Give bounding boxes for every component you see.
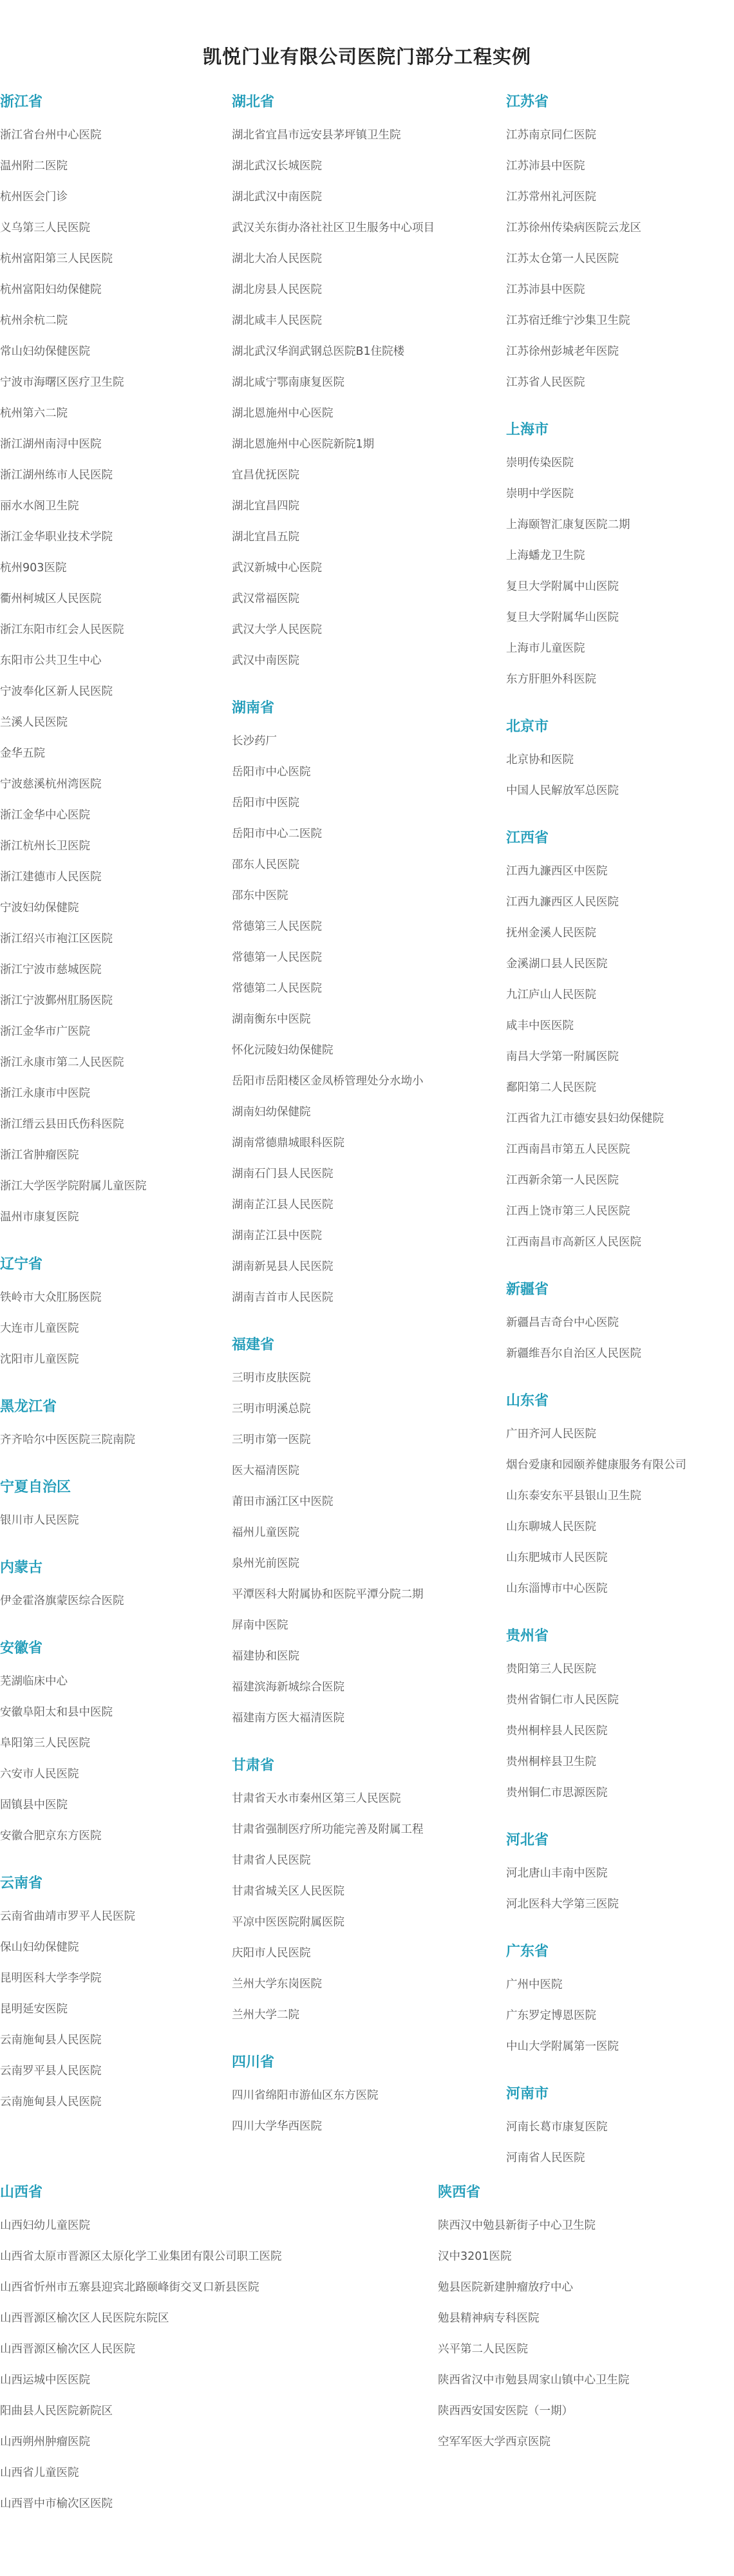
hospital-item: 武汉大学人民医院 bbox=[232, 623, 322, 636]
hospital-item: 山西朔州肿瘤医院 bbox=[0, 2436, 90, 2448]
hospital-item: 浙江省肿瘤医院 bbox=[0, 1149, 79, 1162]
hospital-item: 浙江缙云县田氏伤科医院 bbox=[0, 1118, 124, 1131]
hospital-item: 银川市人民医院 bbox=[0, 1514, 79, 1527]
hospital-item: 湖北省宜昌市远安县茅坪镇卫生院 bbox=[232, 129, 401, 142]
hospital-item: 泉州光前医院 bbox=[232, 1557, 299, 1570]
hospital-item: 浙江杭州长卫医院 bbox=[0, 840, 90, 853]
hospital-item: 湖北恩施州中心医院 bbox=[232, 407, 334, 420]
hospital-item: 勉县精神病专科医院 bbox=[438, 2312, 540, 2325]
region-title: 浙江省 bbox=[0, 94, 43, 110]
hospital-item: 福州儿童医院 bbox=[232, 1526, 299, 1539]
hospital-item: 芜湖临床中心 bbox=[0, 1675, 68, 1688]
page-title: 凯悦门业有限公司医院门部分工程实例 bbox=[202, 46, 531, 68]
hospital-item: 湖南妇幼保健院 bbox=[232, 1106, 311, 1119]
hospital-item: 武汉中南医院 bbox=[232, 654, 299, 667]
hospital-item: 昆明延安医院 bbox=[0, 2003, 68, 2016]
hospital-item: 崇明传染医院 bbox=[506, 457, 574, 469]
region-block bbox=[0, 1254, 238, 1375]
hospital-item: 浙江东阳市红会人民医院 bbox=[0, 623, 124, 636]
hospital-item: 湖北宜昌五院 bbox=[232, 531, 299, 544]
hospital-item: 浙江宁波市慈城医院 bbox=[0, 963, 102, 976]
hospital-item: 岳阳市岳阳楼区金凤桥管理处分水坳小 bbox=[232, 1075, 424, 1088]
hospital-item: 江西南昌市第五人民医院 bbox=[506, 1143, 630, 1156]
hospital-item: 贵州省铜仁市人民医院 bbox=[506, 1694, 619, 1707]
hospital-item: 医大福清医院 bbox=[232, 1464, 299, 1477]
hospital-item: 河南省人民医院 bbox=[506, 2152, 585, 2164]
region-block bbox=[506, 419, 734, 695]
hospital-item: 浙江永康市第二人民医院 bbox=[0, 1056, 124, 1069]
hospital-item: 山西运城中医医院 bbox=[0, 2374, 90, 2387]
hospital-item: 杭州余杭二院 bbox=[0, 314, 68, 327]
region-title: 河北省 bbox=[506, 1832, 549, 1848]
hospital-item: 伊金霍洛旗蒙医综合医院 bbox=[0, 1595, 124, 1607]
hospital-item: 铁岭市大众肛肠医院 bbox=[0, 1291, 102, 1304]
hospital-item: 浙江湖州南浔中医院 bbox=[0, 438, 102, 451]
region-title: 贵州省 bbox=[506, 1628, 549, 1644]
region-block bbox=[0, 1396, 238, 1455]
region-block bbox=[232, 91, 470, 676]
hospital-item: 平凉中医医院附属医院 bbox=[232, 1916, 344, 1929]
column-2 bbox=[232, 91, 470, 2163]
hospital-item: 邵东中医院 bbox=[232, 889, 288, 902]
region-title: 内蒙古 bbox=[0, 1560, 43, 1576]
hospital-item: 山东肥城市人民医院 bbox=[506, 1551, 608, 1564]
hospital-item: 屏南中医院 bbox=[232, 1619, 288, 1632]
hospital-item: 湖南芷江县人民医院 bbox=[232, 1198, 334, 1211]
hospital-item: 上海颐智汇康复医院二期 bbox=[506, 518, 630, 531]
region-title: 广东省 bbox=[506, 1944, 549, 1960]
hospital-item: 固镇县中医院 bbox=[0, 1799, 68, 1812]
region-title: 云南省 bbox=[0, 1875, 43, 1891]
hospital-item: 江西九濂西区人民医院 bbox=[506, 896, 619, 909]
hospital-item: 浙江宁波鄞州肛肠医院 bbox=[0, 994, 113, 1007]
hospital-item: 贵州铜仁市思源医院 bbox=[506, 1786, 608, 1799]
region-title: 四川省 bbox=[232, 2054, 275, 2070]
hospital-item: 山西省儿童医院 bbox=[0, 2467, 79, 2479]
region-title: 江西省 bbox=[506, 830, 549, 846]
region-block bbox=[506, 91, 734, 398]
hospital-item: 江西上饶市第三人民医院 bbox=[506, 1205, 630, 1218]
hospital-item: 复旦大学附属中山医院 bbox=[506, 580, 619, 593]
hospital-item: 湖北恩施州中心医院新院1期 bbox=[232, 438, 375, 451]
region-title: 山东省 bbox=[506, 1393, 549, 1409]
region-block bbox=[0, 1477, 238, 1536]
hospital-item: 宁波奉化区新人民医院 bbox=[0, 685, 113, 698]
hospital-item: 上海蟠龙卫生院 bbox=[506, 549, 585, 562]
hospital-item: 四川省绵阳市游仙区东方医院 bbox=[232, 2089, 379, 2102]
hospital-item: 怀化沅陵妇幼保健院 bbox=[232, 1044, 334, 1057]
hospital-item: 新疆昌吉奇台中心医院 bbox=[506, 1316, 619, 1329]
hospital-item: 江西新余第一人民医院 bbox=[506, 1174, 619, 1187]
hospital-item: 河北医科大学第三医院 bbox=[506, 1898, 619, 1911]
hospital-item: 兰溪人民医院 bbox=[0, 716, 68, 729]
region-block bbox=[0, 2182, 412, 2519]
region-block bbox=[506, 2083, 734, 2174]
region-title: 辽宁省 bbox=[0, 1256, 43, 1273]
hospital-item: 杭州第六二院 bbox=[0, 407, 68, 420]
hospital-item: 浙江省台州中心医院 bbox=[0, 129, 102, 142]
hospital-item: 空军军医大学西京医院 bbox=[438, 2436, 550, 2448]
region-title: 山西省 bbox=[0, 2184, 43, 2201]
region-title: 安徽省 bbox=[0, 1640, 43, 1656]
region-title: 上海市 bbox=[506, 422, 549, 438]
hospital-item: 杭州医会门诊 bbox=[0, 191, 68, 204]
hospital-item: 汉中3201医院 bbox=[438, 2250, 512, 2263]
region-block bbox=[506, 1390, 734, 1604]
hospital-item: 山西妇幼儿童医院 bbox=[0, 2219, 90, 2232]
region-block bbox=[0, 1557, 238, 1616]
hospital-item: 宁波慈溪杭州湾医院 bbox=[0, 778, 102, 791]
hospital-item: 湖南吉首市人民医院 bbox=[232, 1291, 334, 1304]
hospital-item: 岳阳市中心二医院 bbox=[232, 828, 322, 840]
hospital-item: 衢州柯城区人民医院 bbox=[0, 592, 102, 605]
hospital-item: 湖北大冶人民医院 bbox=[232, 252, 322, 265]
hospital-item: 岳阳市中心医院 bbox=[232, 766, 311, 779]
hospital-item: 宜昌优抚医院 bbox=[232, 469, 299, 482]
hospital-item: 山西晋中市榆次区医院 bbox=[0, 2497, 113, 2510]
hospital-item: 沈阳市儿童医院 bbox=[0, 1353, 79, 1366]
hospital-item: 三明市明溪总院 bbox=[232, 1403, 311, 1416]
hospital-item: 湖北武汉华润武钢总医院B1住院楼 bbox=[232, 345, 405, 358]
hospital-item: 浙江大学医学院附属儿童医院 bbox=[0, 1180, 147, 1193]
hospital-item: 宁波妇幼保健院 bbox=[0, 902, 79, 914]
region-title: 甘肃省 bbox=[232, 1757, 275, 1774]
hospital-item: 庆阳市人民医院 bbox=[232, 1947, 311, 1960]
hospital-item: 云南施甸县人民医院 bbox=[0, 2096, 102, 2108]
region-title: 宁夏自治区 bbox=[0, 1479, 71, 1495]
hospital-item: 齐齐哈尔中医医院三院南院 bbox=[0, 1434, 135, 1446]
hospital-item: 山东淄博市中心医院 bbox=[506, 1582, 608, 1595]
hospital-item: 湖北武汉中南医院 bbox=[232, 191, 322, 204]
hospital-item: 甘肃省人民医院 bbox=[232, 1854, 311, 1867]
hospital-item: 四川大学华西医院 bbox=[232, 2120, 322, 2133]
region-title: 河南市 bbox=[506, 2086, 549, 2102]
hospital-item: 大连市儿童医院 bbox=[0, 1322, 79, 1335]
hospital-item: 抚州金溪人民医院 bbox=[506, 927, 596, 940]
hospital-item: 贵州桐梓县卫生院 bbox=[506, 1756, 596, 1768]
hospital-item: 江苏省人民医院 bbox=[506, 376, 585, 389]
hospital-item: 复旦大学附属华山医院 bbox=[506, 611, 619, 624]
hospital-item: 金溪湖口县人民医院 bbox=[506, 958, 608, 971]
hospital-item: 湖南衡东中医院 bbox=[232, 1013, 311, 1026]
hospital-item: 宁波市海曙区医疗卫生院 bbox=[0, 376, 124, 389]
hospital-item: 山东泰安东平县银山卫生院 bbox=[506, 1490, 641, 1502]
hospital-item: 江西南昌市高新区人民医院 bbox=[506, 1236, 641, 1249]
hospital-item: 浙江金华职业技术学院 bbox=[0, 531, 113, 544]
hospital-item: 江苏太仓第一人民医院 bbox=[506, 252, 619, 265]
hospital-item: 浙江金华中心医院 bbox=[0, 809, 90, 822]
hospital-item: 烟台爱康和园颐养健康服务有限公司 bbox=[506, 1459, 686, 1472]
hospital-item: 湖南芷江县中医院 bbox=[232, 1229, 322, 1242]
region-block bbox=[506, 828, 734, 1258]
hospital-item: 浙江永康市中医院 bbox=[0, 1087, 90, 1100]
hospital-item: 云南罗平县人民医院 bbox=[0, 2065, 102, 2078]
region-block bbox=[506, 1941, 734, 2062]
region-block bbox=[438, 2182, 734, 2458]
hospital-item: 江苏徐州传染病医院云龙区 bbox=[506, 222, 641, 234]
hospital-item: 岳阳市中医院 bbox=[232, 797, 299, 810]
hospital-item: 浙江湖州练市人民医院 bbox=[0, 469, 113, 482]
column-5 bbox=[438, 2182, 734, 2479]
region-block bbox=[0, 1638, 238, 1852]
hospital-item: 昆明医科大学李学院 bbox=[0, 1972, 102, 1985]
hospital-item: 中山大学附属第一医院 bbox=[506, 2040, 619, 2053]
region-title: 湖南省 bbox=[232, 700, 275, 716]
region-block bbox=[506, 1830, 734, 1920]
hospital-item: 山西晋源区榆次区人民医院 bbox=[0, 2343, 135, 2356]
hospital-item: 长沙药厂 bbox=[232, 735, 277, 748]
hospital-item: 浙江建德市人民医院 bbox=[0, 871, 102, 884]
hospital-item: 湖北咸宁鄂南康复医院 bbox=[232, 376, 344, 389]
hospital-item: 常德第二人民医院 bbox=[232, 982, 322, 995]
hospital-item: 三明市第一医院 bbox=[232, 1434, 311, 1446]
hospital-item: 福建滨海新城综合医院 bbox=[232, 1681, 344, 1694]
hospital-item: 安徽合肥京东方医院 bbox=[0, 1830, 102, 1842]
hospital-item: 金华五院 bbox=[0, 747, 45, 760]
hospital-item: 三明市皮肤医院 bbox=[232, 1372, 311, 1385]
hospital-item: 南昌大学第一附属医院 bbox=[506, 1050, 619, 1063]
hospital-item: 甘肃省城关区人民医院 bbox=[232, 1885, 344, 1898]
hospital-item: 浙江金华市广医院 bbox=[0, 1025, 90, 1038]
hospital-item: 福建南方医大福清医院 bbox=[232, 1712, 344, 1725]
hospital-item: 江西省九江市德安县妇幼保健院 bbox=[506, 1112, 664, 1125]
region-block bbox=[506, 1279, 734, 1369]
region-block bbox=[506, 1625, 734, 1808]
region-title: 江苏省 bbox=[506, 94, 549, 110]
hospital-item: 东方肝胆外科医院 bbox=[506, 673, 596, 686]
hospital-item: 咸丰中医医院 bbox=[506, 1019, 574, 1032]
hospital-item: 云南施甸县人民医院 bbox=[0, 2034, 102, 2047]
hospital-item: 湖南常德鼎城眼科医院 bbox=[232, 1137, 344, 1150]
hospital-item: 广州中医院 bbox=[506, 1978, 563, 1991]
column-4 bbox=[0, 2182, 412, 2541]
hospital-item: 河北唐山丰南中医院 bbox=[506, 1867, 608, 1880]
region-block bbox=[0, 91, 238, 1233]
hospital-item: 杭州903医院 bbox=[0, 562, 67, 574]
region-block bbox=[232, 697, 470, 1313]
hospital-item: 北京协和医院 bbox=[506, 753, 574, 766]
hospital-item: 江苏沛县中医院 bbox=[506, 283, 585, 296]
region-title: 陕西省 bbox=[438, 2184, 481, 2201]
hospital-item: 常山妇幼保健医院 bbox=[0, 345, 90, 358]
region-block bbox=[0, 1873, 238, 2117]
hospital-item: 广东罗定博恩医院 bbox=[506, 2009, 596, 2022]
hospital-item: 温州附二医院 bbox=[0, 160, 68, 173]
hospital-item: 常德第一人民医院 bbox=[232, 951, 322, 964]
hospital-item: 陕西汉中勉县新街子中心卫生院 bbox=[438, 2219, 596, 2232]
hospital-item: 山东聊城人民医院 bbox=[506, 1520, 596, 1533]
hospital-item: 阳曲县人民医院新院区 bbox=[0, 2405, 113, 2418]
hospital-item: 东阳市公共卫生中心 bbox=[0, 654, 102, 667]
hospital-item: 湖南新晃县人民医院 bbox=[232, 1260, 334, 1273]
hospital-item: 浙江绍兴市袍江区医院 bbox=[0, 933, 113, 945]
region-block bbox=[232, 1755, 470, 2031]
hospital-item: 贵阳第三人民医院 bbox=[506, 1663, 596, 1676]
hospital-item: 勉县医院新建肿瘤放疗中心 bbox=[438, 2281, 573, 2294]
region-title: 北京市 bbox=[506, 719, 549, 735]
hospital-item: 山西省太原市晋源区太原化学工业集团有限公司职工医院 bbox=[0, 2250, 282, 2263]
hospital-item: 兰州大学东岗医院 bbox=[232, 1978, 322, 1991]
hospital-item: 杭州富阳妇幼保健院 bbox=[0, 283, 102, 296]
hospital-item: 武汉新城中心医院 bbox=[232, 562, 322, 574]
region-title: 福建省 bbox=[232, 1337, 275, 1353]
hospital-item: 上海市儿童医院 bbox=[506, 642, 585, 655]
region-block bbox=[232, 1334, 470, 1734]
hospital-item: 武汉关东街办洛社社区卫生服务中心项目 bbox=[232, 222, 435, 234]
hospital-item: 崇明中学医院 bbox=[506, 488, 574, 500]
hospital-item: 莆田市涵江区中医院 bbox=[232, 1495, 334, 1508]
hospital-item: 温州市康复医院 bbox=[0, 1211, 79, 1224]
hospital-item: 江苏沛县中医院 bbox=[506, 160, 585, 173]
hospital-item: 湖北房县人民医院 bbox=[232, 283, 322, 296]
hospital-item: 湖北宜昌四院 bbox=[232, 500, 299, 513]
hospital-item: 兰州大学二院 bbox=[232, 2009, 299, 2022]
hospital-item: 云南省曲靖市罗平人民医院 bbox=[0, 1910, 135, 1923]
hospital-item: 贵州桐梓县人民医院 bbox=[506, 1725, 608, 1738]
hospital-item: 邵东人民医院 bbox=[232, 858, 299, 871]
region-title: 湖北省 bbox=[232, 94, 275, 110]
region-title: 黑龙江省 bbox=[0, 1399, 57, 1415]
hospital-item: 湖北咸丰人民医院 bbox=[232, 314, 322, 327]
hospital-item: 陕西省汉中市勉县周家山镇中心卫生院 bbox=[438, 2374, 630, 2387]
hospital-item: 中国人民解放军总医院 bbox=[506, 784, 619, 797]
hospital-item: 河南长葛市康复医院 bbox=[506, 2121, 608, 2134]
hospital-item: 江苏徐州彭城老年医院 bbox=[506, 345, 619, 358]
hospital-item: 湖南石门县人民医院 bbox=[232, 1168, 334, 1180]
hospital-item: 江苏宿迁维宁沙集卫生院 bbox=[506, 314, 630, 327]
hospital-item: 江西九濂西区中医院 bbox=[506, 865, 608, 878]
hospital-item: 新疆维吾尔自治区人民医院 bbox=[506, 1347, 641, 1360]
hospital-item: 湖北武汉长城医院 bbox=[232, 160, 322, 173]
hospital-item: 杭州富阳第三人民医院 bbox=[0, 252, 113, 265]
hospital-item: 陕西西安国安医院（一期） bbox=[438, 2405, 573, 2418]
hospital-item: 常德第三人民医院 bbox=[232, 920, 322, 933]
hospital-item: 江苏常州礼河医院 bbox=[506, 191, 596, 204]
hospital-item: 武汉常福医院 bbox=[232, 592, 299, 605]
hospital-item: 阜阳第三人民医院 bbox=[0, 1737, 90, 1750]
hospital-item: 山西晋源区榆次区人民医院东院区 bbox=[0, 2312, 169, 2325]
hospital-item: 山西省忻州市五寨县迎宾北路颐峰街交叉口新县医院 bbox=[0, 2281, 259, 2294]
hospital-item: 福建协和医院 bbox=[232, 1650, 299, 1663]
region-block bbox=[506, 716, 734, 806]
hospital-item: 保山妇幼保健院 bbox=[0, 1941, 79, 1954]
column-1 bbox=[0, 91, 238, 2139]
hospital-item: 丽水水阁卫生院 bbox=[0, 500, 79, 513]
hospital-item: 甘肃省强制医疗所功能完善及附属工程 bbox=[232, 1823, 424, 1836]
hospital-item: 江苏南京同仁医院 bbox=[506, 129, 596, 142]
hospital-item: 义乌第三人民医院 bbox=[0, 222, 90, 234]
region-block bbox=[232, 2052, 470, 2142]
hospital-item: 安徽阜阳太和县中医院 bbox=[0, 1706, 113, 1719]
hospital-item: 鄱阳第二人民医院 bbox=[506, 1081, 596, 1094]
hospital-item: 广田齐河人民医院 bbox=[506, 1428, 596, 1441]
hospital-item: 九江庐山人民医院 bbox=[506, 989, 596, 1001]
hospital-item: 六安市人民医院 bbox=[0, 1768, 79, 1781]
column-3 bbox=[506, 91, 734, 2195]
region-title: 新疆省 bbox=[506, 1282, 549, 1298]
hospital-item: 兴平第二人民医院 bbox=[438, 2343, 528, 2356]
hospital-item: 甘肃省天水市秦州区第三人民医院 bbox=[232, 1792, 401, 1805]
hospital-item: 平潭医科大附属协和医院平潭分院二期 bbox=[232, 1588, 424, 1601]
